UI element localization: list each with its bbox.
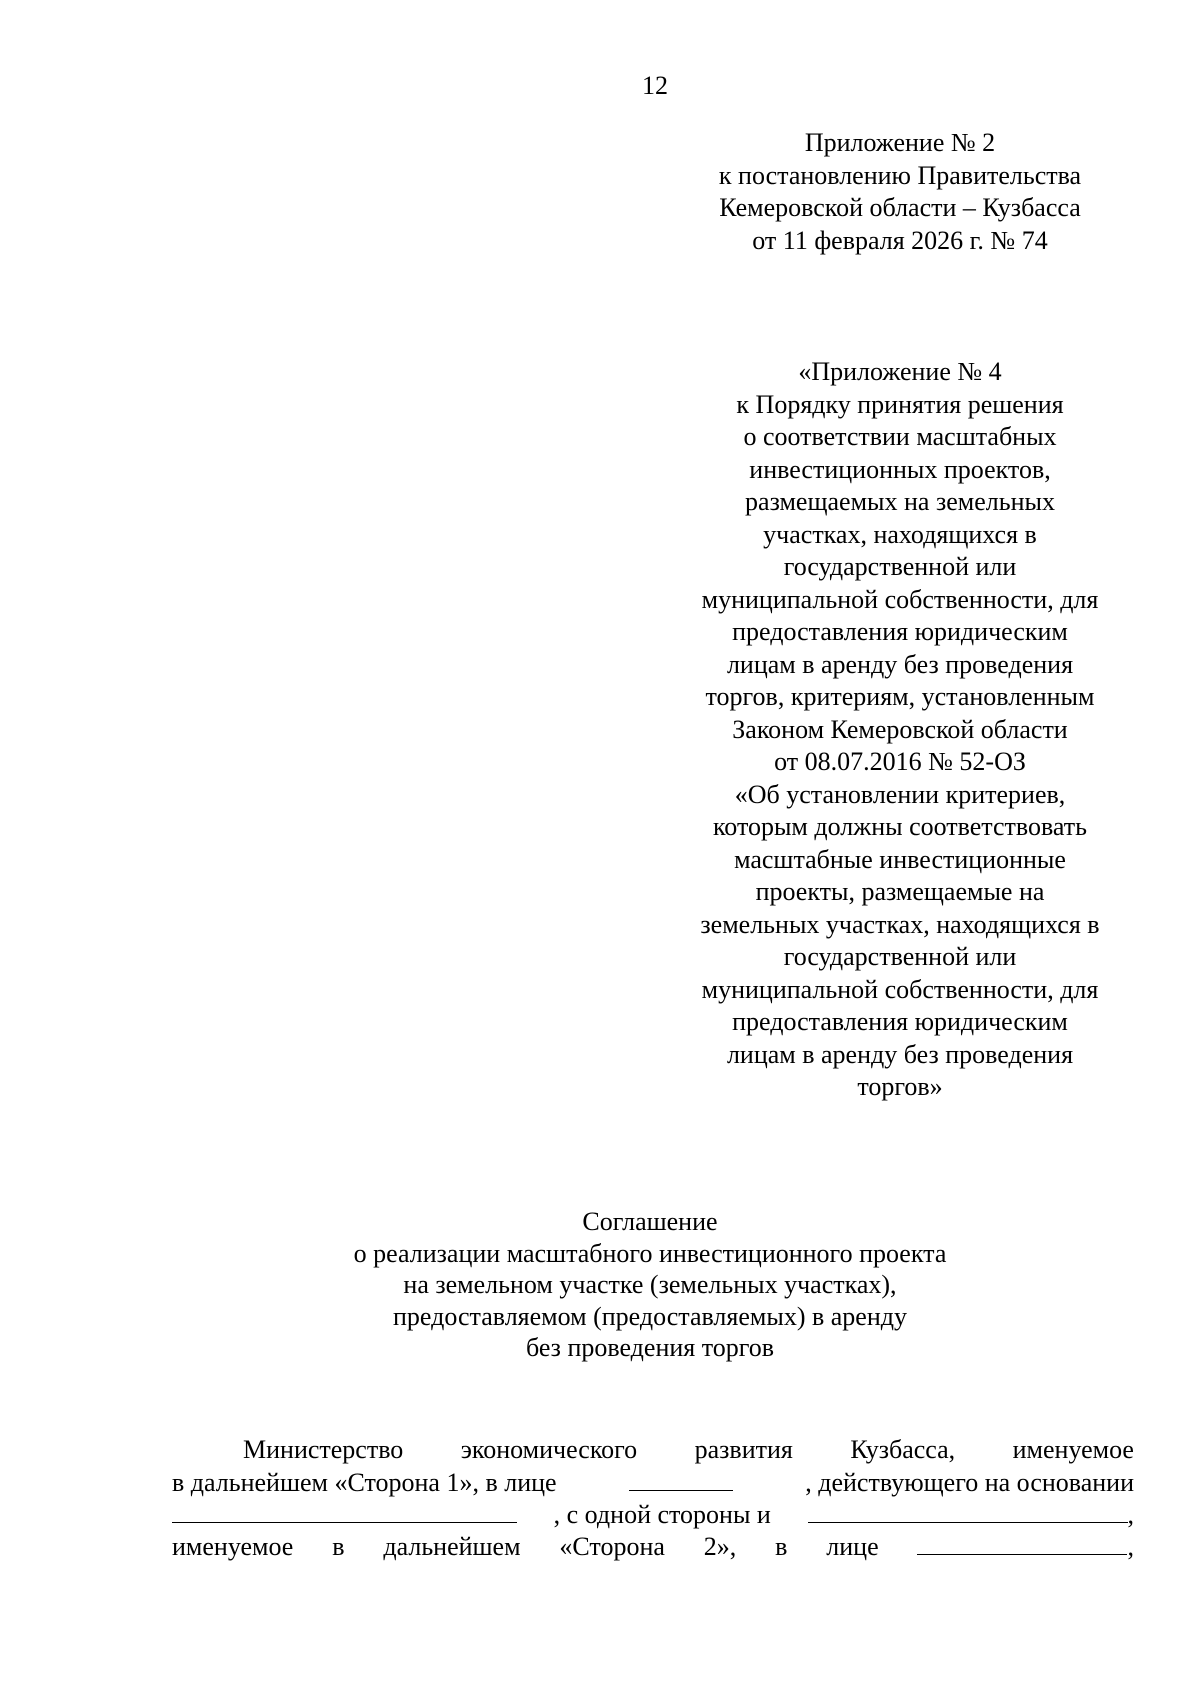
body-word: именуемое	[172, 1532, 294, 1561]
body-text-fragment: ,	[1127, 1532, 1134, 1561]
quoted-appendix-header	[660, 356, 1140, 1104]
quoted-appendix-line: участках, находящихся в	[763, 519, 1037, 549]
quoted-appendix-line: инвестиционных проектов,	[749, 454, 1051, 484]
body-word: в	[332, 1532, 345, 1561]
quoted-appendix-line: о соответствии масштабных	[743, 422, 1057, 451]
quoted-appendix-line: торгов»	[857, 1072, 943, 1101]
quoted-appendix-line: предоставления юридическим	[732, 1007, 1068, 1036]
quoted-appendix-line: лицам в аренду без проведения	[726, 649, 1074, 679]
appendix-line: к постановлению Правительства	[718, 160, 1082, 190]
body-text-fragment: в дальнейшем «Сторона 1», в лице	[172, 1468, 557, 1497]
body-word: 2»,	[703, 1532, 737, 1561]
quoted-appendix-line: государственной или	[783, 942, 1017, 971]
quoted-appendix-line: к Порядку принятия решения	[736, 389, 1064, 419]
body-word: именуемое	[1012, 1435, 1134, 1464]
quoted-appendix-line: лицам в аренду без проведения	[726, 1039, 1074, 1069]
basis-blank	[172, 1498, 517, 1523]
quoted-appendix-line: «Об установлении критериев,	[734, 779, 1066, 809]
body-line-4	[172, 1530, 1134, 1562]
appendix-line: от 11 февраля 2026 г. № 74	[752, 225, 1048, 255]
quoted-appendix-line: предоставления юридическим	[732, 617, 1068, 646]
quoted-appendix-line: проекты, размещаемые на	[755, 877, 1045, 906]
quoted-appendix-line: «Приложение № 4	[798, 357, 1002, 386]
body-text-fragment: ,	[1127, 1500, 1134, 1529]
appendix-line: Приложение № 2	[804, 128, 996, 157]
quoted-appendix-line: муниципальной собственности, для	[701, 584, 1099, 614]
page-number: 12	[642, 71, 668, 100]
quoted-appendix-line: которым должны соответствовать	[712, 812, 1088, 841]
body-word: лице	[826, 1532, 879, 1561]
quoted-appendix-line: государственной или	[783, 552, 1017, 581]
representative-blank	[629, 1466, 733, 1491]
appendix-header	[660, 127, 1140, 257]
quoted-appendix-line: торгов, критериям, установленным	[705, 682, 1095, 711]
party2-representative-group	[917, 1530, 1134, 1563]
body-word: Кузбасса,	[850, 1435, 956, 1464]
agreement-body	[172, 1434, 1134, 1562]
appendix-line: Кемеровской области – Кузбасса	[719, 193, 1081, 222]
quoted-appendix-line: от 08.07.2016 № 52-ОЗ	[774, 747, 1026, 776]
quoted-appendix-line: масштабные инвестиционные	[734, 844, 1066, 874]
body-word: в	[775, 1532, 788, 1561]
body-word: развития	[694, 1435, 793, 1464]
body-line-3	[172, 1498, 1134, 1530]
quoted-appendix-line: земельных участках, находящихся в	[700, 909, 1100, 939]
party2-representative-blank	[917, 1530, 1127, 1555]
body-word: экономического	[460, 1435, 638, 1464]
body-text-fragment: , действующего на основании	[805, 1468, 1134, 1497]
agreement-title-line: без проведения торгов	[525, 1333, 775, 1362]
quoted-appendix-line: размещаемых на земельных	[745, 487, 1055, 516]
agreement-title-line: предоставляемом (предоставляемых) в аренду	[393, 1301, 907, 1331]
body-line-1	[172, 1434, 1134, 1466]
party2-name-group	[808, 1498, 1135, 1531]
body-word: дальнейшем	[383, 1532, 521, 1561]
body-word: «Сторона	[559, 1532, 665, 1561]
body-line-2	[172, 1466, 1134, 1498]
body-text-fragment: , с одной стороны и	[553, 1500, 771, 1529]
agreement-title	[300, 1206, 1000, 1364]
agreement-title-line: Соглашение	[582, 1207, 718, 1236]
body-word: Министерство	[243, 1435, 404, 1464]
quoted-appendix-line: Законом Кемеровской области	[732, 714, 1068, 744]
party2-name-blank	[808, 1498, 1128, 1523]
quoted-appendix-line: муниципальной собственности, для	[701, 974, 1099, 1004]
agreement-title-line: на земельном участке (земельных участках),	[403, 1270, 897, 1299]
agreement-title-line: о реализации масштабного инвестиционного проекта	[353, 1238, 947, 1268]
